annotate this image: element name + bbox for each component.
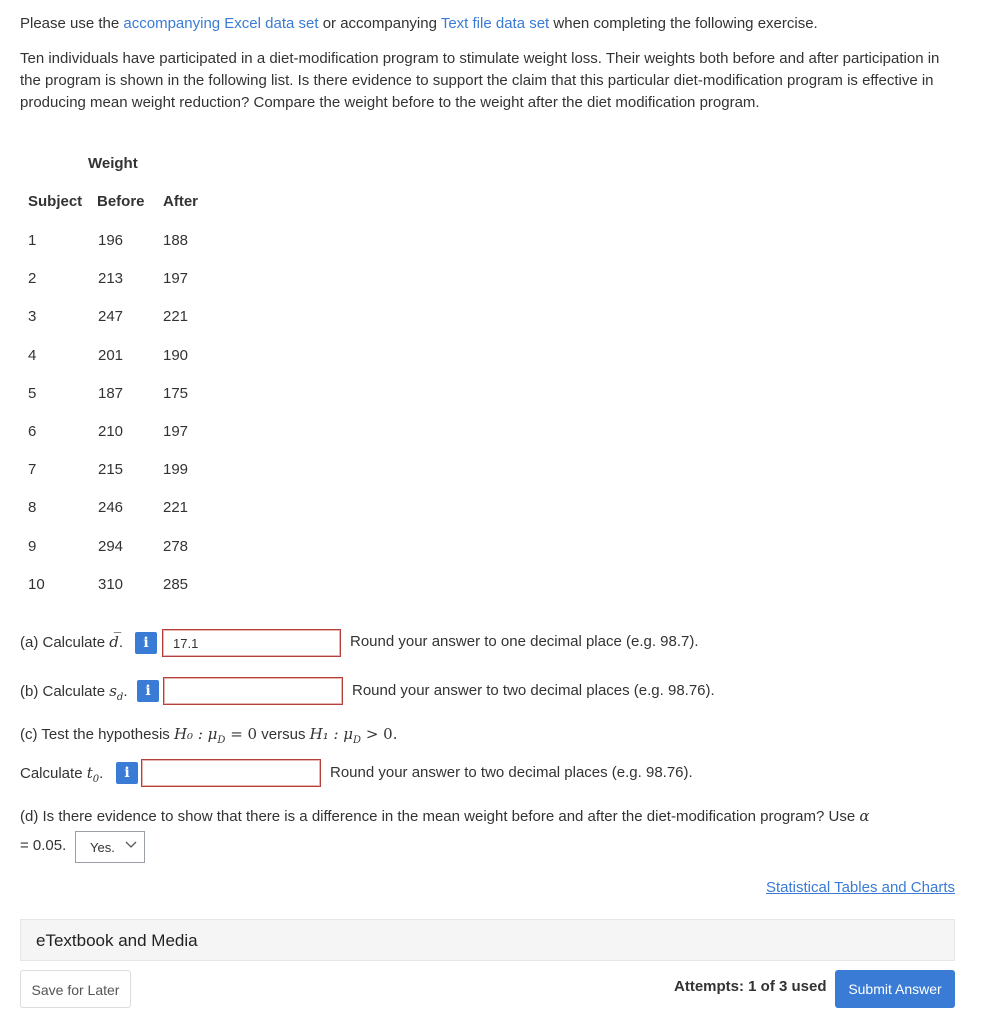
after-cell: 197	[163, 423, 189, 440]
after-cell: 188	[163, 232, 189, 249]
part-c-hint: Round your answer to two decimal places (e.g. 98.76).	[330, 764, 693, 781]
before-cell: 196	[98, 232, 124, 249]
subject-cell: 5	[28, 384, 37, 402]
info-icon[interactable]: i	[135, 632, 157, 654]
before-cell: 247	[98, 308, 124, 326]
part-c-label	[20, 725, 398, 746]
part-c-calc-label	[20, 764, 103, 785]
answer-b-input[interactable]	[163, 677, 343, 705]
before-cell: 210	[98, 423, 124, 440]
after-cell: 285	[163, 575, 189, 593]
before-cell: 215	[98, 461, 124, 479]
evidence-selected-value: Yes.	[90, 840, 115, 855]
after-cell: 190	[163, 346, 189, 364]
s-subscript: d	[116, 692, 124, 703]
before-cell: 213	[98, 270, 124, 288]
part-b-text: (b) Calculate	[20, 683, 110, 700]
evidence-select[interactable]	[75, 831, 145, 863]
part-c-period: .	[99, 765, 104, 782]
alpha-symbol: α	[859, 807, 870, 825]
after-cell: 278	[163, 537, 189, 555]
subject-cell: 4	[28, 346, 37, 364]
info-icon[interactable]: i	[137, 680, 159, 702]
text-file-data-link[interactable]: Text file data set	[440, 15, 550, 32]
h1-expression: H₁ : μ	[309, 725, 354, 743]
before-cell: 201	[98, 346, 124, 364]
h1-subscript: D	[353, 735, 362, 746]
subject-cell: 3	[28, 308, 37, 326]
attempts-counter: Attempts: 1 of 3 used	[674, 978, 827, 995]
excel-data-link[interactable]: accompanying Excel data set	[123, 15, 319, 32]
part-c-text: (c) Test the hypothesis	[20, 726, 174, 743]
after-cell: 221	[163, 308, 189, 326]
h1-value: > 0.	[361, 725, 398, 743]
t-symbol: t	[86, 764, 93, 782]
h0-expression: H₀ : μ	[173, 725, 218, 743]
subject-header: Subject	[28, 193, 83, 210]
instructions-suffix: when completing the following exercise.	[549, 15, 818, 32]
part-d-text: (d) Is there evidence to show that there is a difference in the mean weight before and after the diet-modification program? Use	[20, 808, 860, 825]
etextbook-media-panel[interactable]: eTextbook and Media	[20, 919, 955, 961]
subject-cell: 8	[28, 499, 37, 517]
h0-value: = 0	[225, 725, 258, 743]
before-cell: 187	[98, 384, 124, 402]
after-cell: 197	[163, 270, 189, 288]
instructions	[20, 13, 966, 35]
alpha-value: = 0.05.	[20, 837, 67, 854]
part-a-text: (a) Calculate	[20, 634, 110, 651]
subject-cell: 6	[28, 423, 37, 440]
info-icon[interactable]: i	[116, 762, 138, 784]
part-b-hint: Round your answer to two decimal places (e.g. 98.76).	[352, 682, 715, 699]
save-for-later-button[interactable]: Save for Later	[20, 970, 131, 1008]
answer-a-input[interactable]: 17.1	[162, 629, 341, 657]
part-d-question	[20, 807, 950, 825]
subject-cell: 9	[28, 537, 37, 555]
after-cell: 175	[163, 384, 189, 402]
versus-text: versus	[257, 726, 310, 743]
statistical-tables-link[interactable]: Statistical Tables and Charts	[766, 879, 955, 896]
s-symbol: s	[109, 682, 117, 700]
chevron-down-icon	[124, 838, 138, 852]
before-cell: 310	[98, 575, 124, 593]
answer-c-input[interactable]	[141, 759, 321, 787]
part-b-label	[20, 682, 127, 703]
instructions-prefix: Please use the	[20, 15, 124, 32]
t-subscript: 0	[92, 774, 100, 785]
part-a-label	[20, 633, 123, 651]
after-header: After	[163, 193, 199, 210]
subject-cell: 10	[28, 575, 45, 593]
instructions-middle: or accompanying	[318, 15, 441, 32]
subject-cell: 7	[28, 461, 37, 479]
part-b-period: .	[123, 683, 128, 700]
problem-statement: Ten individuals have participated in a diet-modification program to stimulate weight loss. Their weights both before and after participation in the program is shown in the following list. Is there evidence to support the claim that this particular diet-modification program is effective in producing mean weight reduction? Compare the weight before to the weight after the diet modification program.	[20, 50, 940, 111]
h0-subscript: D	[217, 735, 226, 746]
part-a-hint: Round your answer to one decimal place (e.g. 98.7).	[350, 633, 699, 650]
after-cell: 199	[163, 461, 189, 479]
d-bar-symbol: d̅	[109, 633, 119, 651]
subject-cell: 1	[28, 232, 37, 249]
after-cell: 221	[163, 499, 189, 517]
subject-cell: 2	[28, 270, 37, 288]
before-cell: 294	[98, 537, 124, 555]
calculate-text: Calculate	[20, 765, 87, 782]
part-a-period: .	[118, 634, 123, 651]
submit-answer-button[interactable]: Submit Answer	[835, 970, 955, 1008]
weight-group-header: Weight	[88, 155, 138, 172]
before-header: Before	[97, 193, 145, 210]
before-cell: 246	[98, 499, 124, 517]
